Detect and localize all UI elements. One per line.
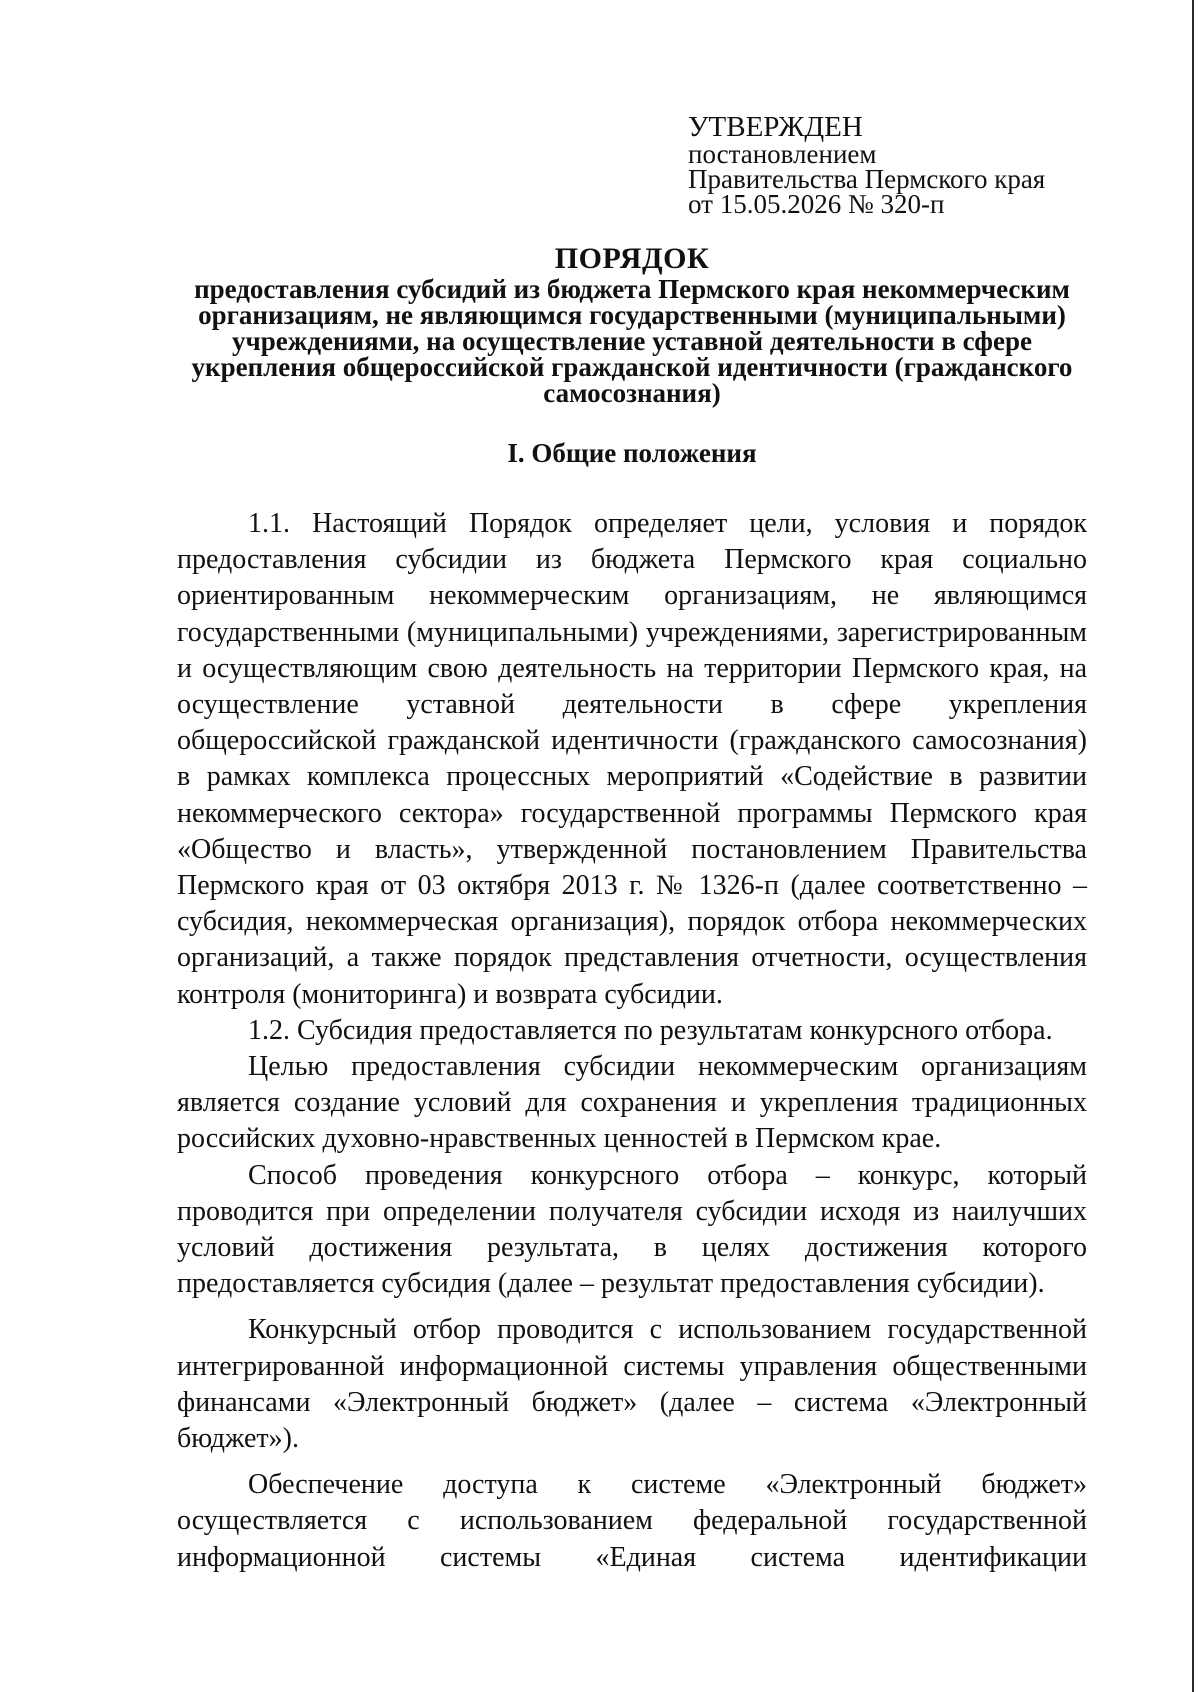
approval-block [688,112,1045,217]
paragraph-access: Обеспечение доступа к системе «Электронный бюджет» осуществляется с использованием федеральной государственной информационной системы «Единая система идентификации [177,1469,1087,1573]
approval-line-date-number: от 15.05.2026 № 320-п [688,189,945,219]
paragraph-1-2: 1.2. Субсидия предоставляется по результатам конкурсного отбора. [248,1014,1053,1046]
paragraph-purpose: Целью предоставления субсидии некоммерческим организациям является создание условий для сохранения и укрепления традиционных российских духовно-нравственных ценностей в Пермском крае. [177,1051,1087,1155]
paragraph-selection-method: Способ проведения конкурсного отбора – конкурс, который проводится при определении получателя субсидии исходя из наилучших условий достижения результата, в целях достижения которого предоставляется субсидия (далее – результат предоставления субсидии). [177,1159,1087,1300]
document-subtitle: предоставления субсидий из бюджета Пермского края некоммерческим организациям, не являющимся государственными (муниципальными) учреждениями, на осуществление уставной деятельности в сфере укрепления общероссийской гражданской идентичности (гражданского самосознания) [191,274,1073,408]
approval-line-resolution: постановлением [688,139,877,169]
document-body [177,506,1087,1576]
section-heading: I. Общие положения [507,438,757,468]
approval-line-government: Правительства Пермского края [688,164,1046,194]
document-title: ПОРЯДОК [554,242,710,275]
paragraph-1-1: 1.1. Настоящий Порядок определяет цели, условия и порядок предоставления субсидии из бюджета Пермского края социально ориентированным некоммерческим организациям, не являющимся государственными (муниципальными) учреждениями, зарегистрированным и осуществляющим свою деятельность на территории Пермского края, на осуществление уставной деятельности в сфере укрепления общероссийской гражданской идентичности (гражданского самосознания) в рамках комплекса процессных мероприятий «Содействие в развитии некоммерческого сектора» государственной программы Пермского края «Общество и власть», утвержденной постановлением Правительства Пермского края от 03 октября 2013 г. № 1326-п (далее соответственно – субсидия, некоммерческая организация), порядок отбора некоммерческих организаций, а также порядок представления отчетности, осуществления контроля (мониторинга) и возврата субсидии. [177,508,1087,1010]
approval-status: УТВЕРЖДЕН [688,111,863,143]
paragraph-electronic-budget: Конкурсный отбор проводится с использованием государственной интегрированной информационной системы управления общественными финансами «Электронный бюджет» (далее – система «Электронный бюджет»). [177,1314,1087,1455]
